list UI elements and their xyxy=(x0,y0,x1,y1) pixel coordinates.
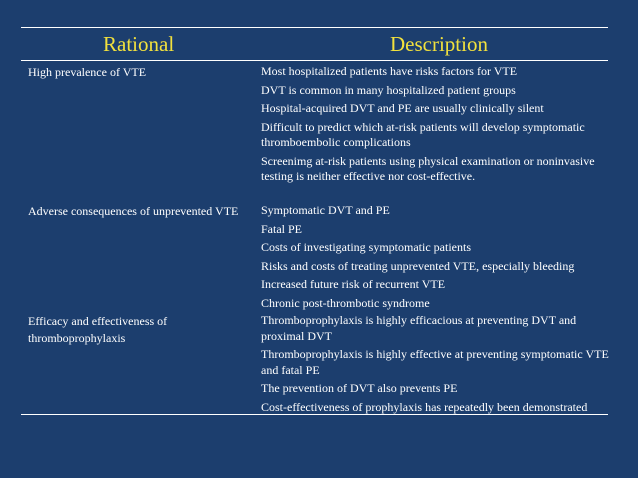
description-item: Chronic post-thrombotic syndrome xyxy=(261,295,430,310)
description-item: Increased future risk of recurrent VTE xyxy=(261,277,446,291)
description-item: Difficult to predict which at-risk patients will develop symptomatic thromboembolic complications xyxy=(261,119,585,149)
description-cell-1 xyxy=(261,64,611,188)
description-item: Risks and costs of treating unprevented VTE, especially bleeding xyxy=(261,258,575,273)
description-cell-3 xyxy=(261,313,611,418)
description-item: Fatal PE xyxy=(261,221,302,236)
header-separator-rule xyxy=(21,60,608,61)
description-item: Cost-effectiveness of prophylaxis has repeatedly been demonstrated xyxy=(261,399,588,414)
header-description: Description xyxy=(390,32,488,56)
header-rational: Rational xyxy=(103,32,175,56)
rational-cell-1: High prevalence of VTE xyxy=(28,65,147,79)
description-item: Most hospitalized patients have risks factors for VTE xyxy=(261,64,518,78)
description-item: DVT is common in many hospitalized patient groups xyxy=(261,82,516,97)
description-item: Screenimg at-risk patients using physical examination or noninvasive testing is neither effective nor cost-effective. xyxy=(261,153,595,183)
rational-cell-3: Efficacy and effectiveness of thromboprophylaxis xyxy=(28,314,168,345)
description-cell-2 xyxy=(261,203,611,314)
table-bottom-rule xyxy=(21,414,608,415)
description-item: Symptomatic DVT and PE xyxy=(261,203,390,217)
description-item: Costs of investigating symptomatic patients xyxy=(261,240,471,254)
description-item: Thromboprophylaxis is highly effective at preventing symptomatic VTE and fatal PE xyxy=(261,347,609,377)
description-item: Hospital-acquired DVT and PE are usually clinically silent xyxy=(261,101,544,115)
description-item: Thromboprophylaxis is highly efficacious at preventing DVT and proximal DVT xyxy=(261,313,577,343)
table-top-rule xyxy=(21,27,608,28)
description-item: The prevention of DVT also prevents PE xyxy=(261,381,458,395)
rational-cell-2: Adverse consequences of unprevented VTE xyxy=(28,204,239,218)
